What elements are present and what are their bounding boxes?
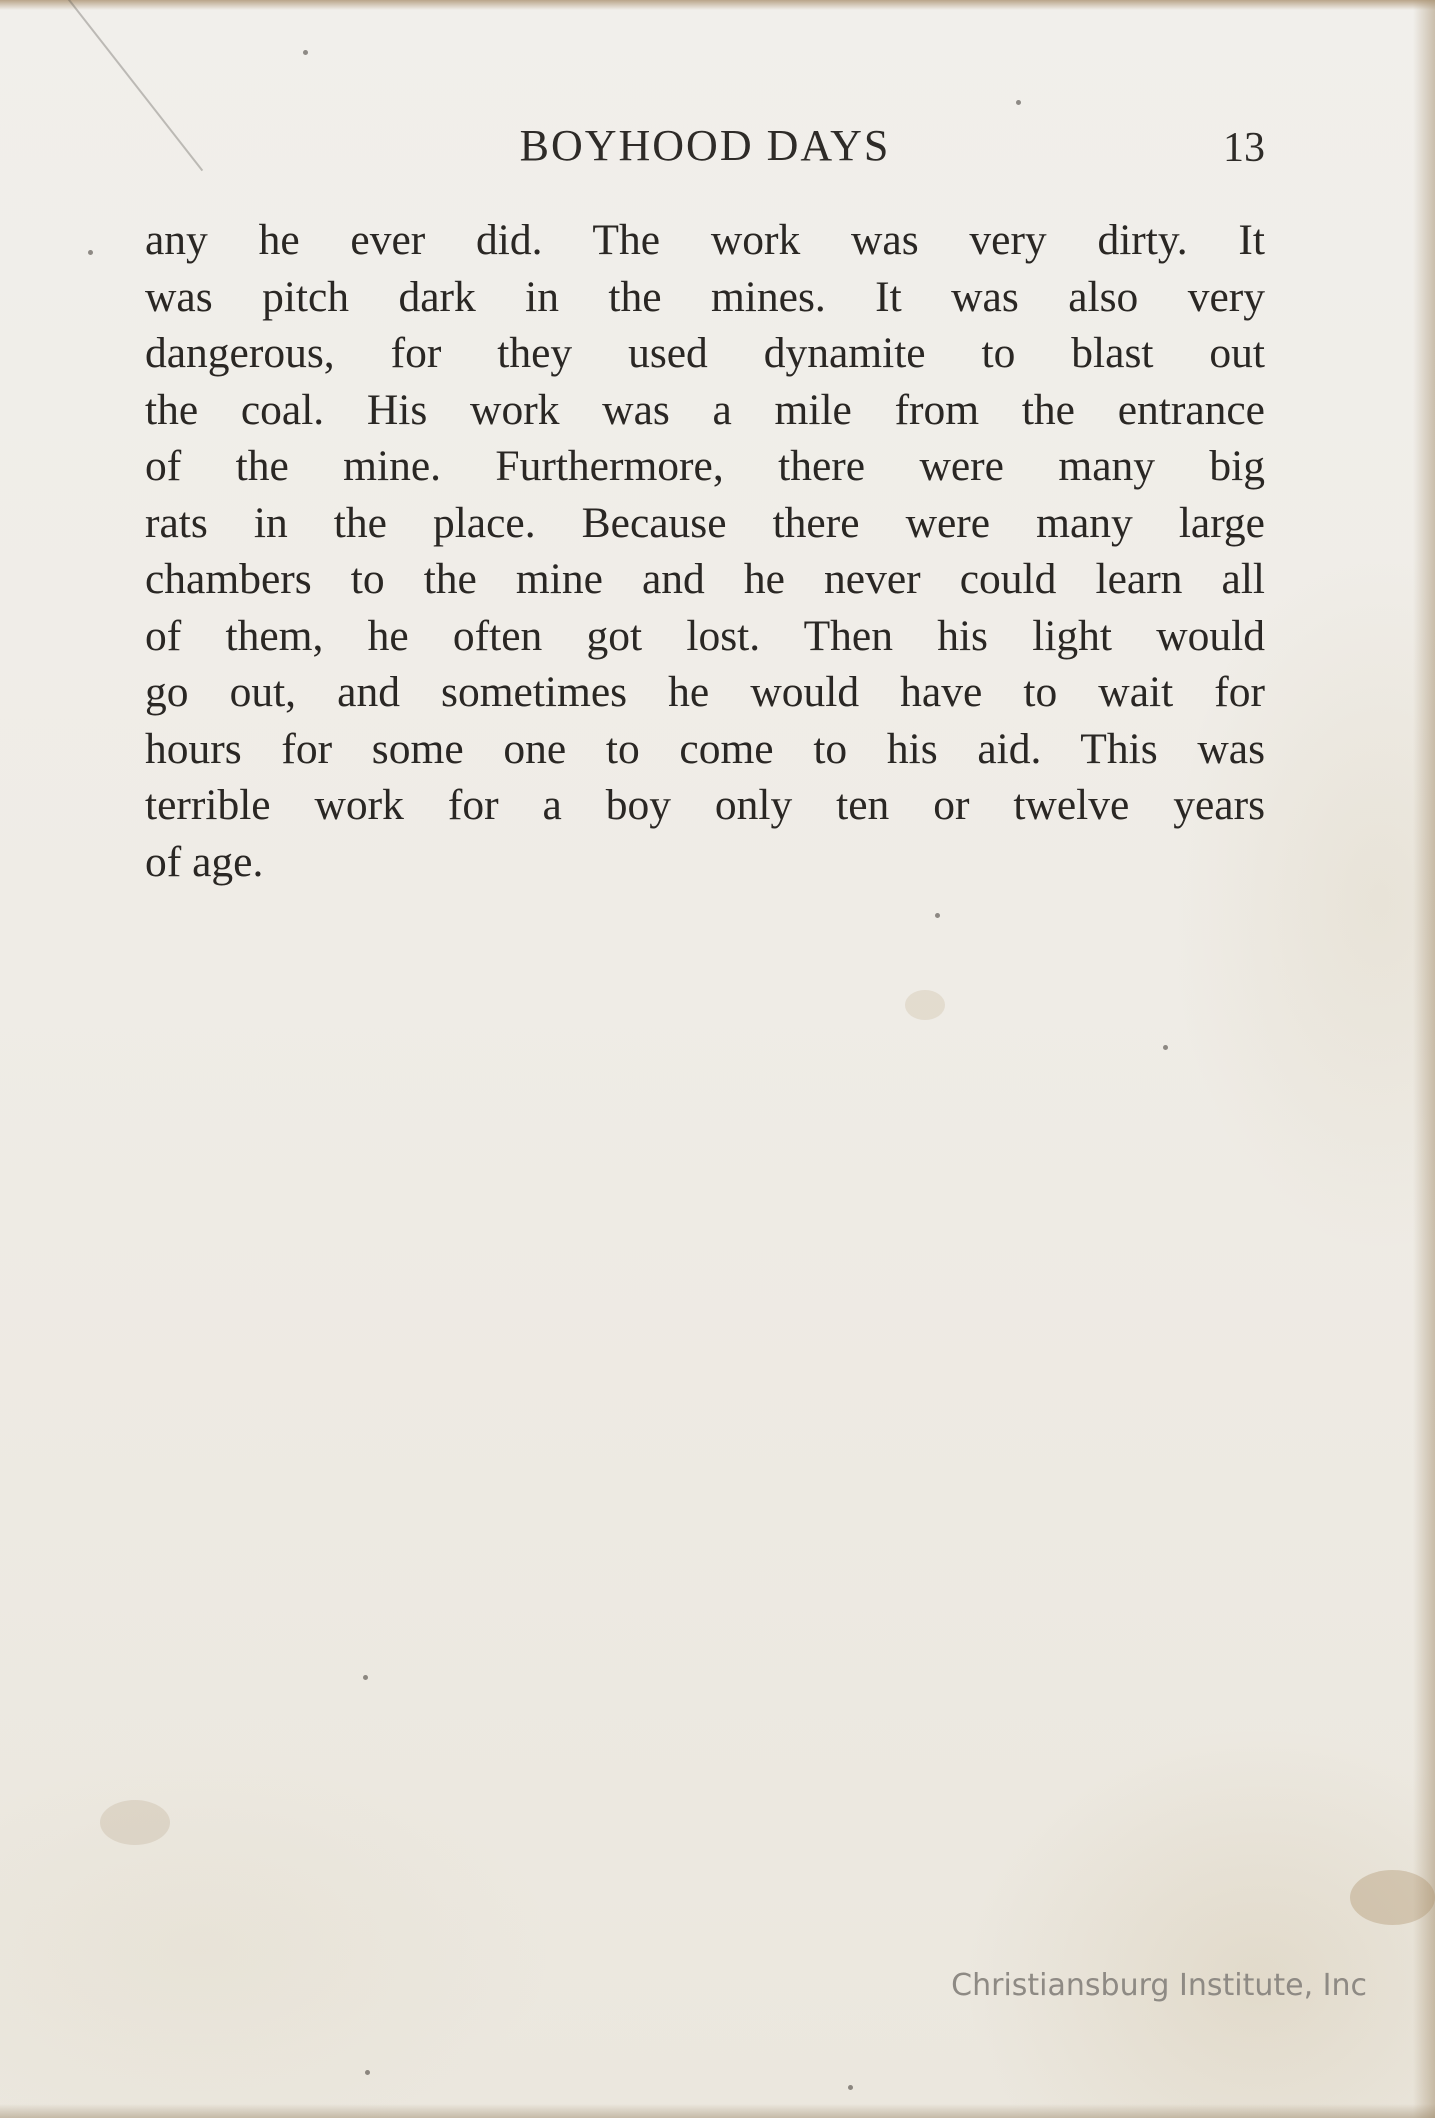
text-line: rats in the place. Because there were many large — [145, 498, 1265, 547]
paper-speck — [1016, 100, 1021, 105]
running-head: BOYHOOD DAYS — [519, 121, 891, 170]
text-line: any he ever did. The work was very dirty. It — [145, 216, 1265, 264]
paper-stain — [905, 990, 945, 1020]
watermark: Christiansburg Institute, Inc — [951, 1968, 1367, 2003]
text-line: chambers to the mine and he never could learn all — [145, 555, 1265, 603]
paper-speck — [365, 2070, 370, 2075]
page-header — [145, 120, 1265, 180]
text-line: of them, he often got lost. Then his light would — [145, 611, 1265, 660]
text-line: of age. — [145, 837, 264, 886]
page-top-edge — [0, 0, 1435, 10]
paper-speck — [848, 2085, 853, 2090]
text-line: terrible work for a boy only ten or twelve years — [145, 781, 1265, 829]
paper-speck — [935, 913, 940, 918]
page-number: 13 — [1223, 125, 1265, 171]
text-line: hours for some one to come to his aid. This was — [145, 724, 1265, 773]
text-line: go out, and sometimes he would have to wait for — [145, 668, 1265, 716]
paper-speck — [88, 250, 93, 255]
paper-stain — [100, 1800, 170, 1845]
page-right-edge — [1413, 0, 1435, 2118]
text-line: of the mine. Furthermore, there were many big — [145, 442, 1265, 490]
text-line: the coal. His work was a mile from the entrance — [145, 385, 1265, 434]
paper-stain — [1350, 1870, 1435, 1925]
text-line: was pitch dark in the mines. It was also very — [145, 272, 1265, 321]
paper-speck — [1163, 1045, 1168, 1050]
paper-speck — [363, 1675, 368, 1680]
paper-speck — [303, 50, 308, 55]
page-bottom-edge — [0, 2104, 1435, 2118]
body-paragraph — [145, 212, 1265, 890]
text-line: dangerous, for they used dynamite to blast out — [145, 329, 1265, 377]
